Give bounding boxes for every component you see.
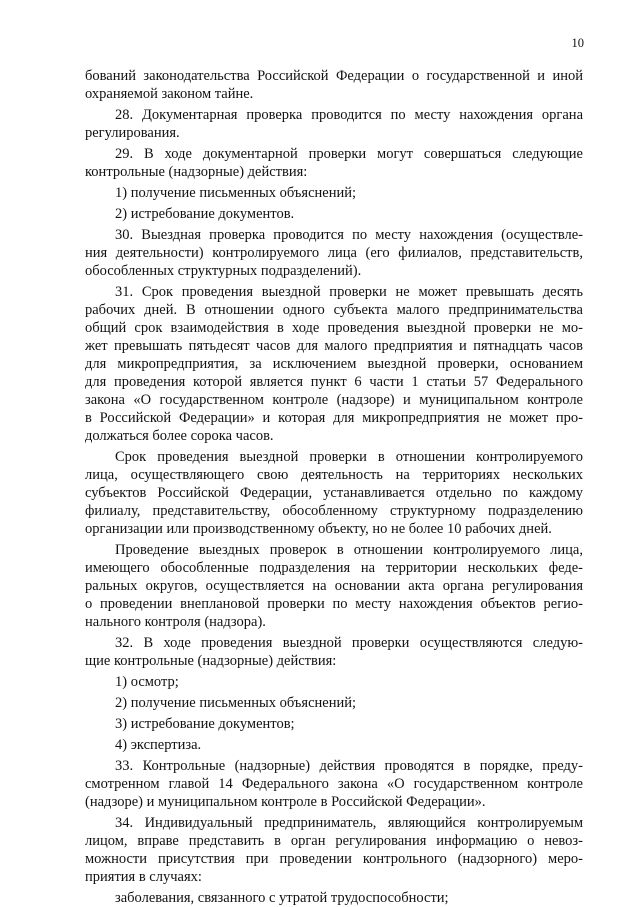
text-line: приятия в случаях: bbox=[85, 869, 202, 885]
text-line: жет превышать пятьдесят часов для малого предприятия и пятнадцать часов bbox=[85, 338, 583, 354]
text-line: 1) получение письменных объяснений; bbox=[115, 185, 357, 201]
text-line: 2) истребование документов. bbox=[115, 206, 295, 222]
text-line: о проведении внеплановой проверки по месту нахождения объектов регио- bbox=[85, 596, 583, 612]
text-line: 29. В ходе документарной проверки могут совершаться следующие bbox=[115, 146, 583, 162]
text-line: рабочих дней. В отношении одного субъекта малого предпринимательства bbox=[85, 302, 583, 318]
text-line: бований законодательства Российской Федерации о государственной и иной bbox=[85, 68, 583, 84]
text-line: контрольные (надзорные) действия: bbox=[85, 164, 308, 180]
text-line: можности присутствия при проведении контрольного (надзорного) меро- bbox=[85, 851, 583, 867]
text-line: заболевания, связанного с утратой трудоспособности; bbox=[115, 890, 449, 906]
text-line: ния деятельности) контролируемого лица (его филиалов, представительств, bbox=[85, 245, 583, 261]
text-line: охраняемой законом тайне. bbox=[85, 86, 254, 102]
text-line: для проведения которой является пункт 6 части 1 статьи 57 Федерального bbox=[85, 374, 583, 390]
text-line: ральных округов, осуществляется на основании акта органа регулирования bbox=[85, 578, 583, 594]
text-line: закона «О государственном контроле (надзоре) и муниципальном контроле bbox=[85, 392, 583, 408]
text-line: Проведение выездных проверок в отношении контролируемого лица, bbox=[115, 542, 583, 558]
text-line: лицом, вправе представить в орган регулирования информацию о невоз- bbox=[85, 833, 583, 849]
text-line: 2) получение письменных объяснений; bbox=[115, 695, 357, 711]
text-line: 4) экспертиза. bbox=[115, 737, 202, 753]
text-line: филиалу, представительству, обособленному структурному подразделению bbox=[85, 503, 583, 519]
text-line: 1) осмотр; bbox=[115, 674, 179, 690]
text-line: в Российской Федерации» и которая для микропредприятия не может про- bbox=[85, 410, 583, 426]
text-line: Срок проведения выездной проверки в отношении контролируемого bbox=[115, 449, 583, 465]
text-line: организации или производственному объекту, но не более 10 рабочих дней. bbox=[85, 521, 552, 537]
text-line: имеющего обособленные подразделения на территории нескольких феде- bbox=[85, 560, 583, 576]
text-line: 28. Документарная проверка проводится по месту нахождения органа bbox=[115, 107, 583, 123]
text-line: 3) истребование документов; bbox=[115, 716, 295, 732]
text-line: 32. В ходе проведения выездной проверки осуществляются следую- bbox=[115, 635, 583, 651]
text-line: обособленных структурных подразделений). bbox=[85, 263, 362, 279]
text-line: (надзоре) и муниципальном контроле в Российской Федерации». bbox=[85, 794, 486, 810]
text-line: щие контрольные (надзорные) действия: bbox=[85, 653, 337, 669]
text-line: для микропредприятия, за исключением выездной проверки, основанием bbox=[85, 356, 583, 372]
text-line: должаться более сорока часов. bbox=[85, 428, 274, 444]
text-line: лица, осуществляющего свою деятельность на территориях нескольких bbox=[85, 467, 583, 483]
page-number: 10 bbox=[571, 36, 584, 50]
text-line: смотренном главой 14 Федерального закона «О государственном контроле bbox=[85, 776, 583, 792]
text-line: 30. Выездная проверка проводится по месту нахождения (осуществле- bbox=[115, 227, 583, 243]
text-line: общий срок взаимодействия в ходе проведения выездной проверки не мо- bbox=[85, 320, 583, 336]
text-line: 34. Индивидуальный предприниматель, являющийся контролируемым bbox=[115, 815, 583, 831]
text-line: регулирования. bbox=[85, 125, 180, 141]
text-line: 33. Контрольные (надзорные) действия проводятся в порядке, преду- bbox=[115, 758, 583, 774]
document-body bbox=[85, 67, 583, 907]
text-line: нального контроля (надзора). bbox=[85, 614, 266, 630]
text-line: 31. Срок проведения выездной проверки не может превышать десять bbox=[115, 284, 583, 300]
text-line: субъектов Российской Федерации, устанавливается отдельно по каждому bbox=[85, 485, 583, 501]
